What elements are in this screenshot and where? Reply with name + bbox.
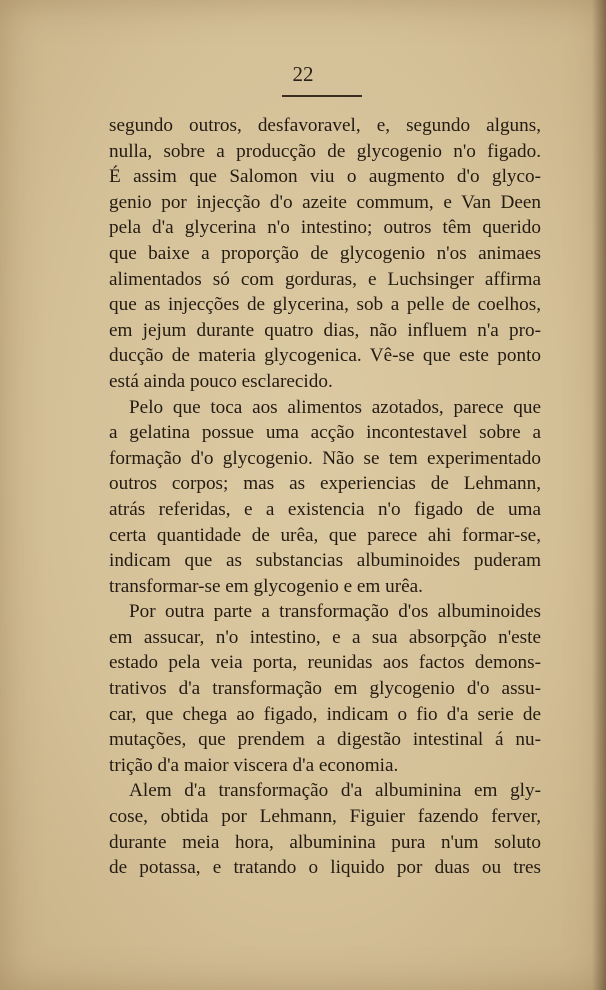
page-edge-shadow [592,0,606,990]
text-line: em assucar, n'o intestino, e a sua absorpção n'este [109,626,541,648]
text-line: Por outra parte a transformação d'os albuminoides [129,601,541,623]
text-line: estado pela veia porta, reunidas aos factos demons- [109,652,541,674]
text-line: segundo outros, desfavoravel, e, segundo alguns, [109,115,541,136]
text-line: alimentados só com gorduras, e Luchsinger affirma [109,268,541,290]
text-line: está ainda pouco esclarecido. [109,370,333,392]
text-line: cose, obtida por Lehmann, Figuier fazendo ferver, [109,806,541,828]
text-line: indicam que as substancias albuminoides puderam [109,550,541,572]
text-line: durante meia hora, albuminina pura n'um soluto [109,831,541,853]
text-line: formação d'o glycogenio. Não se tem experimentado [109,447,541,469]
text-line: outros corpos; mas as experiencias de Lehmann, [109,473,541,495]
header-rule [282,95,362,97]
text-line: mutações, que prendem a digestão intestinal á nu- [109,729,541,751]
text-line: atrás referidas, e a existencia n'o figado de uma [109,498,541,520]
text-line: É assim que Salomon viu o augmento d'o glyco- [109,166,541,188]
text-line: ducção de materia glycogenica. Vê-se que este ponto [109,345,541,367]
text-line: Alem d'a transformação d'a albuminina em gly- [129,780,541,802]
text-line: trativos d'a transformação em glycogenio d'o assu- [109,678,541,700]
text-line: car, que chega ao figado, indicam o fio d'a serie de [109,703,541,725]
text-line: certa quantidade de urêa, que parece ahi formar-se, [109,524,541,546]
text-line: que as injecções de glycerina, sob a pelle de coelhos, [109,294,541,316]
text-line: nulla, sobre a producção de glycogenio n'o figado. [109,140,541,162]
text-line: pela d'a glycerina n'o intestino; outros têm querido [109,217,541,239]
body-text [109,113,541,881]
text-line: em jejum durante quatro dias, não influem n'a pro- [109,319,541,341]
text-line: a gelatina possue uma acção incontestavel sobre a [109,422,541,444]
text-line: de potassa, e tratando o liquido por duas ou tres [109,857,541,879]
page-number: 22 [292,62,314,86]
text-line: genio por injecção d'o azeite commum, e Van Deen [109,191,541,213]
text-line: Pelo que toca aos alimentos azotados, parece que [129,396,541,418]
text-line: trição d'a maior viscera d'a economia. [109,754,399,776]
text-line: que baixe a proporção de glycogenio n'os animaes [109,242,541,264]
text-line: transformar-se em glycogenio e em urêa. [109,575,423,597]
